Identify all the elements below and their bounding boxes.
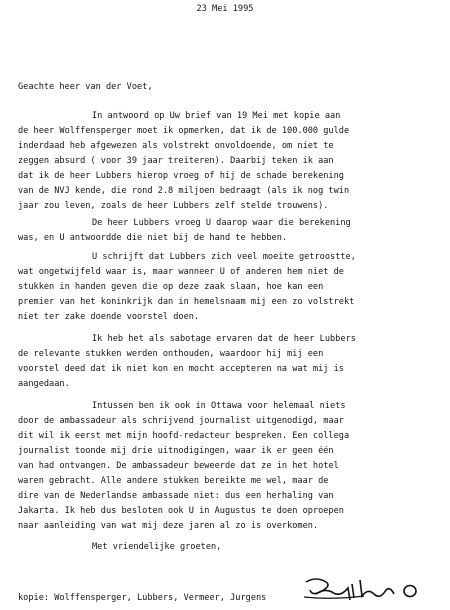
body-line: de heer Wolffensperger moet ik opmerken, dat ik de 100.000 gulde <box>18 126 350 136</box>
body-line: naar aanleiding van wat mij deze jaren al zo is overkomen. <box>18 521 319 531</box>
body-line: de relevante stukken werden onthouden, waardoor hij mij een <box>18 349 324 359</box>
body-line: wat ongetwijfeld waar is, maar wanneer U of anderen hem niet de <box>18 267 344 277</box>
body-line: dat ik de heer Lubbers hierop vroeg of hij de schade berekening <box>18 171 344 181</box>
body-line: Jakarta. Ik heb dus besloten ook U in Augustus te doen oproepen <box>18 506 344 516</box>
body-line: voorstel deed dat ik niet kon en mocht accepteren na wat mij is <box>18 364 344 374</box>
body-line: niet ter zake doende voorstel doen. <box>18 312 200 322</box>
closing: Met vriendelijke groeten, <box>92 542 222 552</box>
body-line: Intussen ben ik ook in Ottawa voor helemaal niets <box>92 401 346 411</box>
body-line: stukken in handen geven die op deze zaak slaan, hoe kan een <box>18 282 324 292</box>
body-line: dire van de Nederlandse ambassade niet: dus een herhaling van <box>18 491 334 501</box>
body-line: waren gebracht. Alle andere stukken bereikte me wel, maar de <box>18 476 329 486</box>
body-line: was, en U antwoordde die niet bij de hand te hebben. <box>18 233 288 243</box>
body-line: inderdaad heb afgewezen als volstrekt onvoldoende, om niet te <box>18 141 334 151</box>
body-line: door de ambassadeur als schrijvend journalist uitgenodigd, maar <box>18 416 344 426</box>
body-line: van de NVJ kende, die rond 2.8 miljoen bedraagt (als ik nog twin <box>18 186 350 196</box>
body-line: dit wil ik eerst met mijn hoofd-redacteur bespreken. Een collega <box>18 431 350 441</box>
cc-line: kopie: Wolffensperger, Lubbers, Vermeer, Jurgens <box>18 593 267 603</box>
body-line: premier van het koninkrijk dan in hemelsnaam mij een zo volstrekt <box>18 297 355 307</box>
body-line: van had ontvangen. De ambassadeur beweerde dat ze in het hotel <box>18 461 339 471</box>
body-line: journalist toonde mij drie uitnodigingen, waar ik er geen één <box>18 446 334 456</box>
body-line: zeggen absurd ( voor 39 jaar treiteren). Daarbij teken ik aan <box>18 156 334 166</box>
body-line: U schrijft dat Lubbers zich veel moeite getroostte, <box>92 252 356 262</box>
handwritten-signature <box>302 574 424 602</box>
body-line: In antwoord op Uw brief van 19 Mei met kopie aan <box>92 111 341 121</box>
letter-date: 23 Mei 1995 <box>196 4 254 14</box>
body-line: De heer Lubbers vroeg U daarop waar die berekening <box>92 218 351 228</box>
body-line: Ik heb het als sabotage ervaren dat de heer Lubbers <box>92 334 356 344</box>
salutation: Geachte heer van der Voet, <box>18 82 153 92</box>
body-line: jaar zou leven, zoals de heer Lubbers zelf stelde trouwens). <box>18 201 329 211</box>
body-line: aangedaan. <box>18 379 70 389</box>
